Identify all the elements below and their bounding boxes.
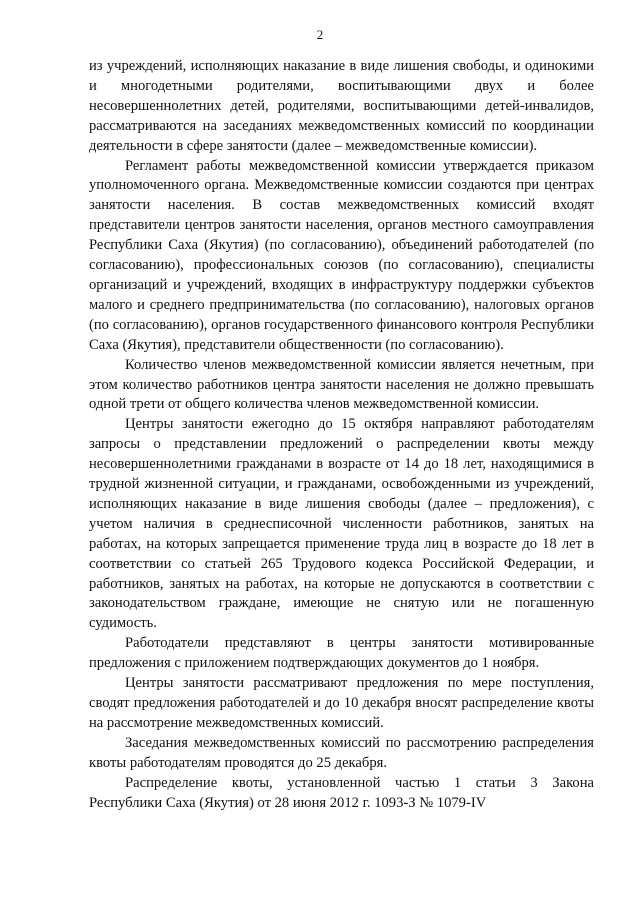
paragraph: Центры занятости ежегодно до 15 октября направляют работодателям запросы о представлении предложений о распределении квоты между несовершеннолетними гражданами в возрасте от 14 до 18 лет, находящимися в трудной жизненной ситуации, и гражданами, освобожденными из учреждений, исполняющих наказание в виде лишения свободы (далее – предложения), с учетом наличия в среднесписочной численности работников, занятых на работах, на которых запрещается применение труда лиц в возрасте до 18 лет в соответствии со статьей 265 Трудового кодекса Российской Федерации, и работников, занятых на работах, на которые не допускаются в соответствии с законодательством граждане, имеющие не снятую или не погашенную судимость. — [89, 416, 594, 632]
paragraph: Заседания межведомственных комиссий по рассмотрению распределения квоты работодателям проводятся до 25 декабря. — [89, 734, 594, 771]
paragraph: Распределение квоты, установленной частью 1 статьи 3 Закона Республики Саха (Якутия) от 28 июня 2012 г. 1093-З № 1079-IV — [89, 774, 594, 811]
paragraph: Центры занятости рассматривают предложения по мере поступления, сводят предложения работодателей и до 10 декабря вносят распределение квоты на рассмотрение межведомственных комиссий. — [89, 675, 594, 731]
document-body — [89, 57, 594, 813]
paragraph: из учреждений, исполняющих наказание в виде лишения свободы, и одинокими и многодетными родителями, воспитывающими двух и более несовершеннолетних детей, родителями, воспитывающими детей-инвалидов, рассматриваются на заседаниях межведомственных комиссий по координации деятельности в сфере занятости (далее – межведомственные комиссии). — [89, 58, 594, 154]
paragraph: Работодатели представляют в центры занятости мотивированные предложения с приложением подтверждающих документов до 1 ноября. — [89, 635, 594, 672]
paragraph: Количество членов межведомственной комиссии является нечетным, при этом количество работников центра занятости населения не должно превышать одной трети от общего количества членов межведомственной комиссии. — [89, 356, 594, 413]
paragraph: Регламент работы межведомственной комиссии утверждается приказом уполномоченного органа. Межведомственные комиссии создаются при центрах занятости населения. В состав межведомственных комиссий входят представители центров занятости населения, органов местного самоуправления Республики Саха (Якутия) (по согласованию), объединений работодателей (по согласованию), профессиональных союзов (по согласованию), специалисты организаций и учреждений, входящих в инфраструктуру поддержки субъектов малого и среднего предпринимательства (по согласованию), налоговых органов (по согласованию), органов государственного финансового контроля Республики Саха (Якутия), представители общественности (по согласованию). — [89, 157, 594, 353]
page-number: 2 — [316, 27, 324, 42]
